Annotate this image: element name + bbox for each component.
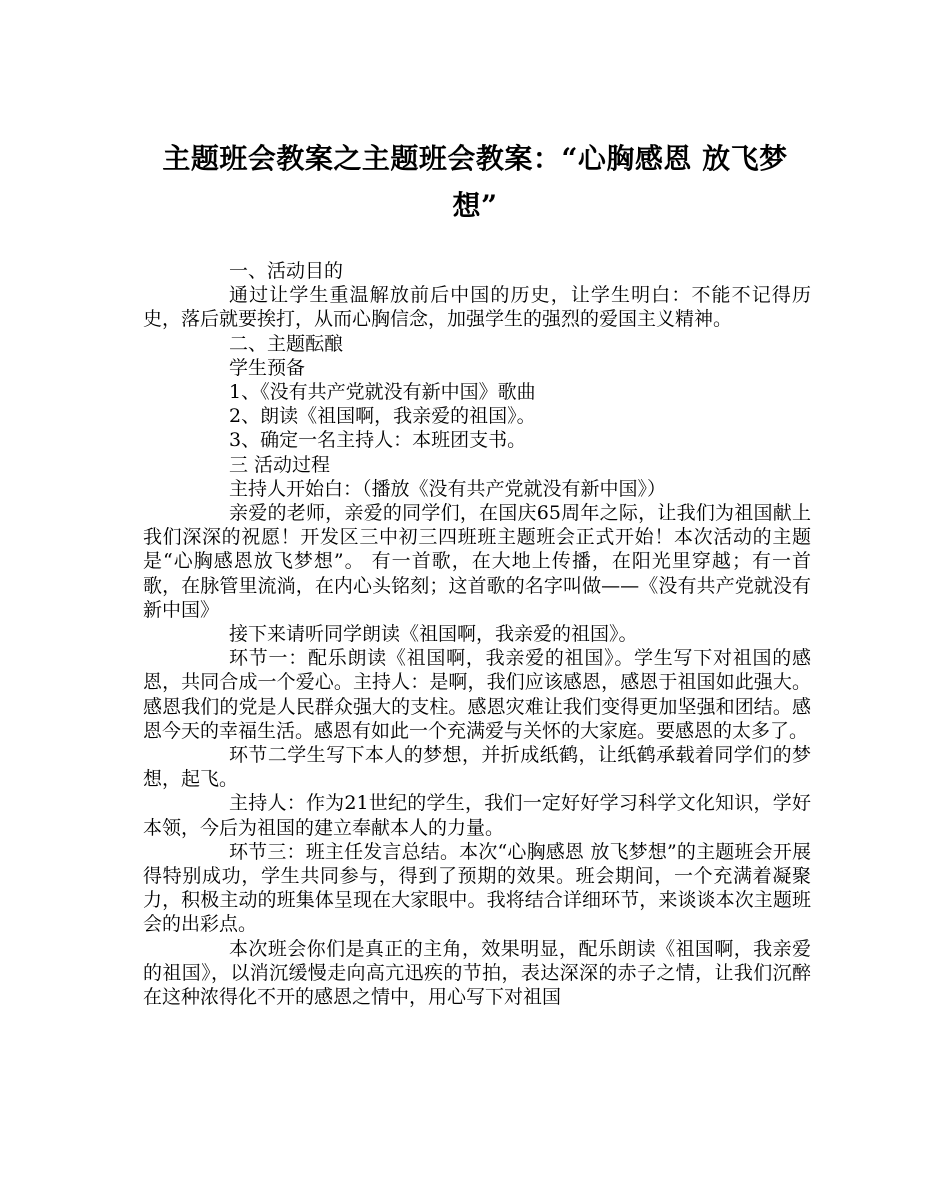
- paragraph-prep-item-3: 3、确定一名主持人：本班团支书。: [229, 429, 527, 452]
- paragraph-summary: 本次班会你们是真正的主角，效果明显，配乐朗读《祖国啊，我亲爱的祖国》，以消沉缓慢走向高亢迅疾的节拍，表达深深的赤子之情，让我们沉醉在这种浓得化不开的感恩之情中，用心写下对祖国: [143, 937, 811, 1009]
- paragraph-host-remark: 主持人：作为21世纪的学生，我们一定好好学习科学文化知识，学好本领，今后为祖国的建立奉献本人的力量。: [143, 792, 811, 839]
- document-body: [143, 259, 811, 1009]
- paragraph-segment-2: 环节二学生写下本人的梦想，并折成纸鹤，让纸鹤承载着同学们的梦想，起飞。: [143, 744, 811, 791]
- paragraph-segment-1: 环节一：配乐朗读《祖国啊，我亲爱的祖国》。学生写下对祖国的感恩，共同合成一个爱心。主持人：是啊，我们应该感恩，感恩于祖国如此强大。感恩我们的党是人民群众强大的支柱。感恩灾难让我们变得更加坚强和团结。感恩今天的幸福生活。感恩有如此一个充满爱与关怀的大家庭。要感恩的太多了。: [143, 647, 811, 742]
- paragraph-process-heading: 三 活动过程: [229, 453, 331, 476]
- paragraph-theme-heading: 二、主题酝酿: [229, 332, 344, 355]
- paragraph-activity-goal-heading: 一、活动目的: [229, 260, 344, 282]
- paragraph-activity-goal: 通过让学生重温解放前后中国的历史，让学生明白：不能不记得历史，落后就要挨打，从而心胸信念，加强学生的强烈的爱国主义精神。: [143, 284, 811, 331]
- document-title: 主题班会教案之主题班会教案：“心胸感恩 放飞梦想”: [162, 142, 788, 222]
- paragraph-segment-3: 环节三：班主任发言总结。本次“心胸感恩 放飞梦想”的主题班会开展得特别成功，学生共同参与，得到了预期的效果。班会期间，一个充满着凝聚力，积极主动的班集体呈现在大家眼中。我将结合详细环节，来谈谈本次主题班会的出彩点。: [143, 840, 811, 936]
- paragraph-next-reading: 接下来请听同学朗读《祖国啊，我亲爱的祖国》。: [229, 623, 638, 646]
- paragraph-opening-speech: 亲爱的老师，亲爱的同学们，在国庆65周年之际，让我们为祖国献上我们深深的祝愿！开发区三中初三四班班主题班会正式开始！本次活动的主题是“心胸感恩放飞梦想”。 有一首歌，在大地上传播，在阳光里穿越；有一首歌，在脉管里流淌，在内心头铭刻；这首歌的名字叫做——《没有共产党就没有新中国》: [143, 502, 811, 621]
- paragraph-prep-item-1: 1、《没有共产党就没有新中国》歌曲: [229, 381, 536, 404]
- paragraph-student-prep: 学生预备: [229, 356, 306, 379]
- paragraph-prep-item-2: 2、朗读《祖国啊，我亲爱的祖国》。: [229, 405, 536, 428]
- paragraph-host-opening: 主持人开始白：（播放《没有共产党就没有新中国》）: [229, 477, 667, 500]
